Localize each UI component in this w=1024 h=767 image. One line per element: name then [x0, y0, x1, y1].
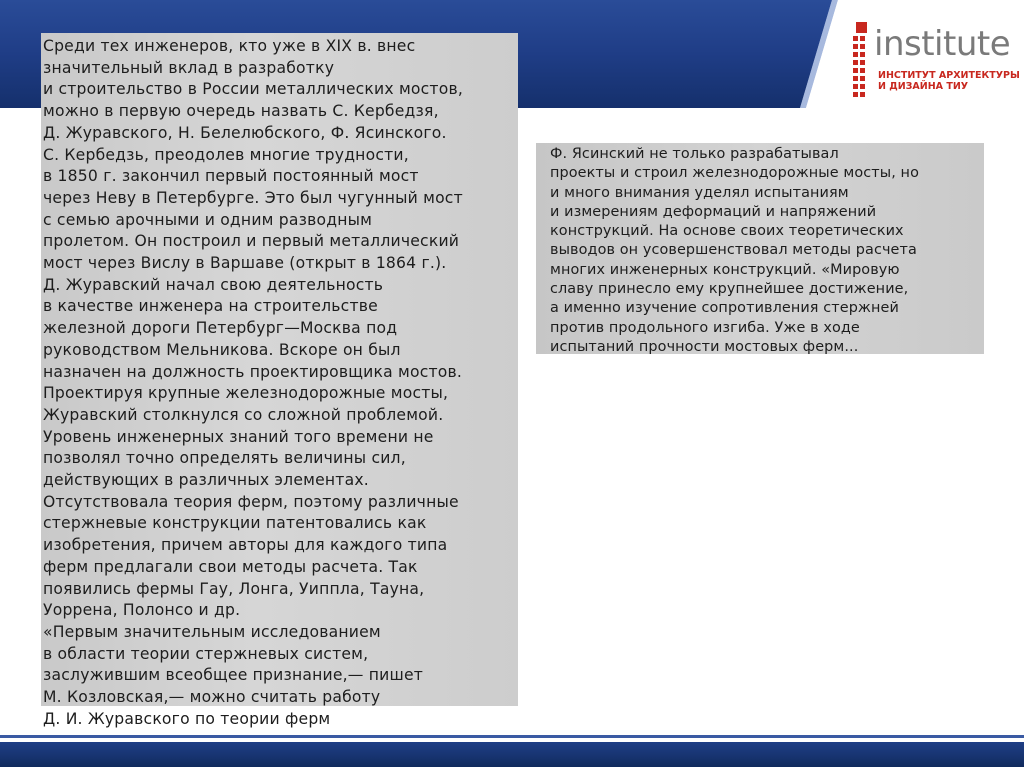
excerpt-line: «Первым значительным исследованием: [43, 622, 381, 641]
excerpt-line: и много внимания уделял испытаниям: [550, 184, 849, 201]
excerpt-line: изобретения, причем авторы для каждого типа: [43, 536, 448, 555]
excerpt-line: выводов он усовершенствовал методы расчета: [550, 242, 917, 259]
footer-bar: [0, 742, 1024, 767]
excerpt-line: М. Козловская,— можно считать работу: [43, 688, 381, 707]
excerpt-line: многих инженерных конструкций. «Мировую: [550, 261, 900, 278]
excerpt-line: Журавский столкнулся со сложной проблемой.: [43, 405, 444, 424]
excerpt-line: против продольного изгиба. Уже в ходе: [550, 319, 860, 336]
excerpt-line: Среди тех инженеров, кто уже в XIX в. внес: [43, 37, 416, 55]
excerpt-line: в качестве инженера на строительстве: [43, 297, 378, 316]
excerpt-line: мост через Вислу в Варшаве (открыт в 1864 г.).: [43, 254, 447, 273]
excerpt-line: Уоррена, Полонсо и др.: [43, 601, 241, 620]
excerpt-line: конструкций. На основе своих теоретических: [550, 223, 904, 240]
excerpt-line: Д. Журавский начал свою деятельность: [43, 275, 384, 294]
excerpt-line: и измерениям деформаций и напряжений: [550, 203, 877, 220]
excerpt-line: проекты и строил железнодорожные мосты, но: [550, 165, 919, 182]
left-excerpt-text: [43, 36, 463, 731]
excerpt-line: действующих в различных элементах.: [43, 471, 369, 490]
excerpt-line: назначен на должность проектировщика мостов.: [43, 362, 463, 381]
logo-wordmark: institute: [874, 24, 1011, 64]
logo-subtitle-line-2: И ДИЗАЙНА ТИУ: [878, 81, 969, 92]
excerpt-line: появились фермы Гау, Лонга, Уиппла, Тауна,: [43, 579, 425, 598]
excerpt-line: в 1850 г. закончил первый постоянный мост: [43, 167, 419, 186]
logo-subtitle-line-1: ИНСТИТУТ АРХИТЕКТУРЫ: [878, 70, 1020, 81]
excerpt-line: в области теории стержневых систем,: [43, 644, 369, 663]
excerpt-line: с семью арочными и одним разводным: [43, 210, 373, 229]
excerpt-line: Д. И. Журавского по теории ферм: [43, 709, 331, 728]
excerpt-line: заслужившим всеобщее признание,— пишет: [43, 666, 424, 685]
institute-logo-mark-icon: [850, 22, 872, 98]
excerpt-line: С. Кербедзь, преодолев многие трудности,: [43, 145, 409, 164]
excerpt-line: Уровень инженерных знаний того времени не: [43, 427, 434, 446]
left-scanned-excerpt: [41, 33, 518, 728]
excerpt-line: а именно изучение сопротивления стержней: [550, 300, 899, 317]
excerpt-line: через Неву в Петербурге. Это был чугунный мост: [43, 188, 463, 207]
excerpt-line: ферм предлагали свои методы расчета. Так: [43, 557, 418, 576]
excerpt-line: Д. Журавского, Н. Белелюбского, Ф. Ясинского.: [43, 123, 447, 142]
excerpt-line: и строительство в России металлических мостов,: [43, 80, 463, 99]
excerpt-line: стержневые конструкции патентовались как: [43, 514, 427, 533]
excerpt-line: железной дороги Петербург—Москва под: [43, 319, 398, 338]
excerpt-line: славу принесло ему крупнейшее достижение,: [550, 281, 909, 298]
right-excerpt-text: [550, 145, 919, 357]
excerpt-line: можно в первую очередь назвать С. Кербедзя,: [43, 102, 439, 121]
excerpt-line: значительный вклад в разработку: [43, 58, 335, 77]
excerpt-line: Проектируя крупные железнодорожные мосты,: [43, 384, 449, 403]
excerpt-line: позволял точно определять величины сил,: [43, 449, 406, 468]
institute-logo: [850, 22, 1020, 100]
excerpt-line: пролетом. Он построил и первый металлический: [43, 232, 460, 251]
right-scanned-excerpt: [536, 143, 984, 354]
excerpt-line: руководством Мельникова. Вскоре он был: [43, 340, 401, 359]
footer-accent-line: [0, 735, 1024, 738]
excerpt-line: Отсутствовала теория ферм, поэтому различные: [43, 492, 459, 511]
excerpt-line: Ф. Ясинский не только разрабатывал: [550, 146, 839, 162]
excerpt-line: испытаний прочности мостовых ферм...: [550, 338, 859, 355]
